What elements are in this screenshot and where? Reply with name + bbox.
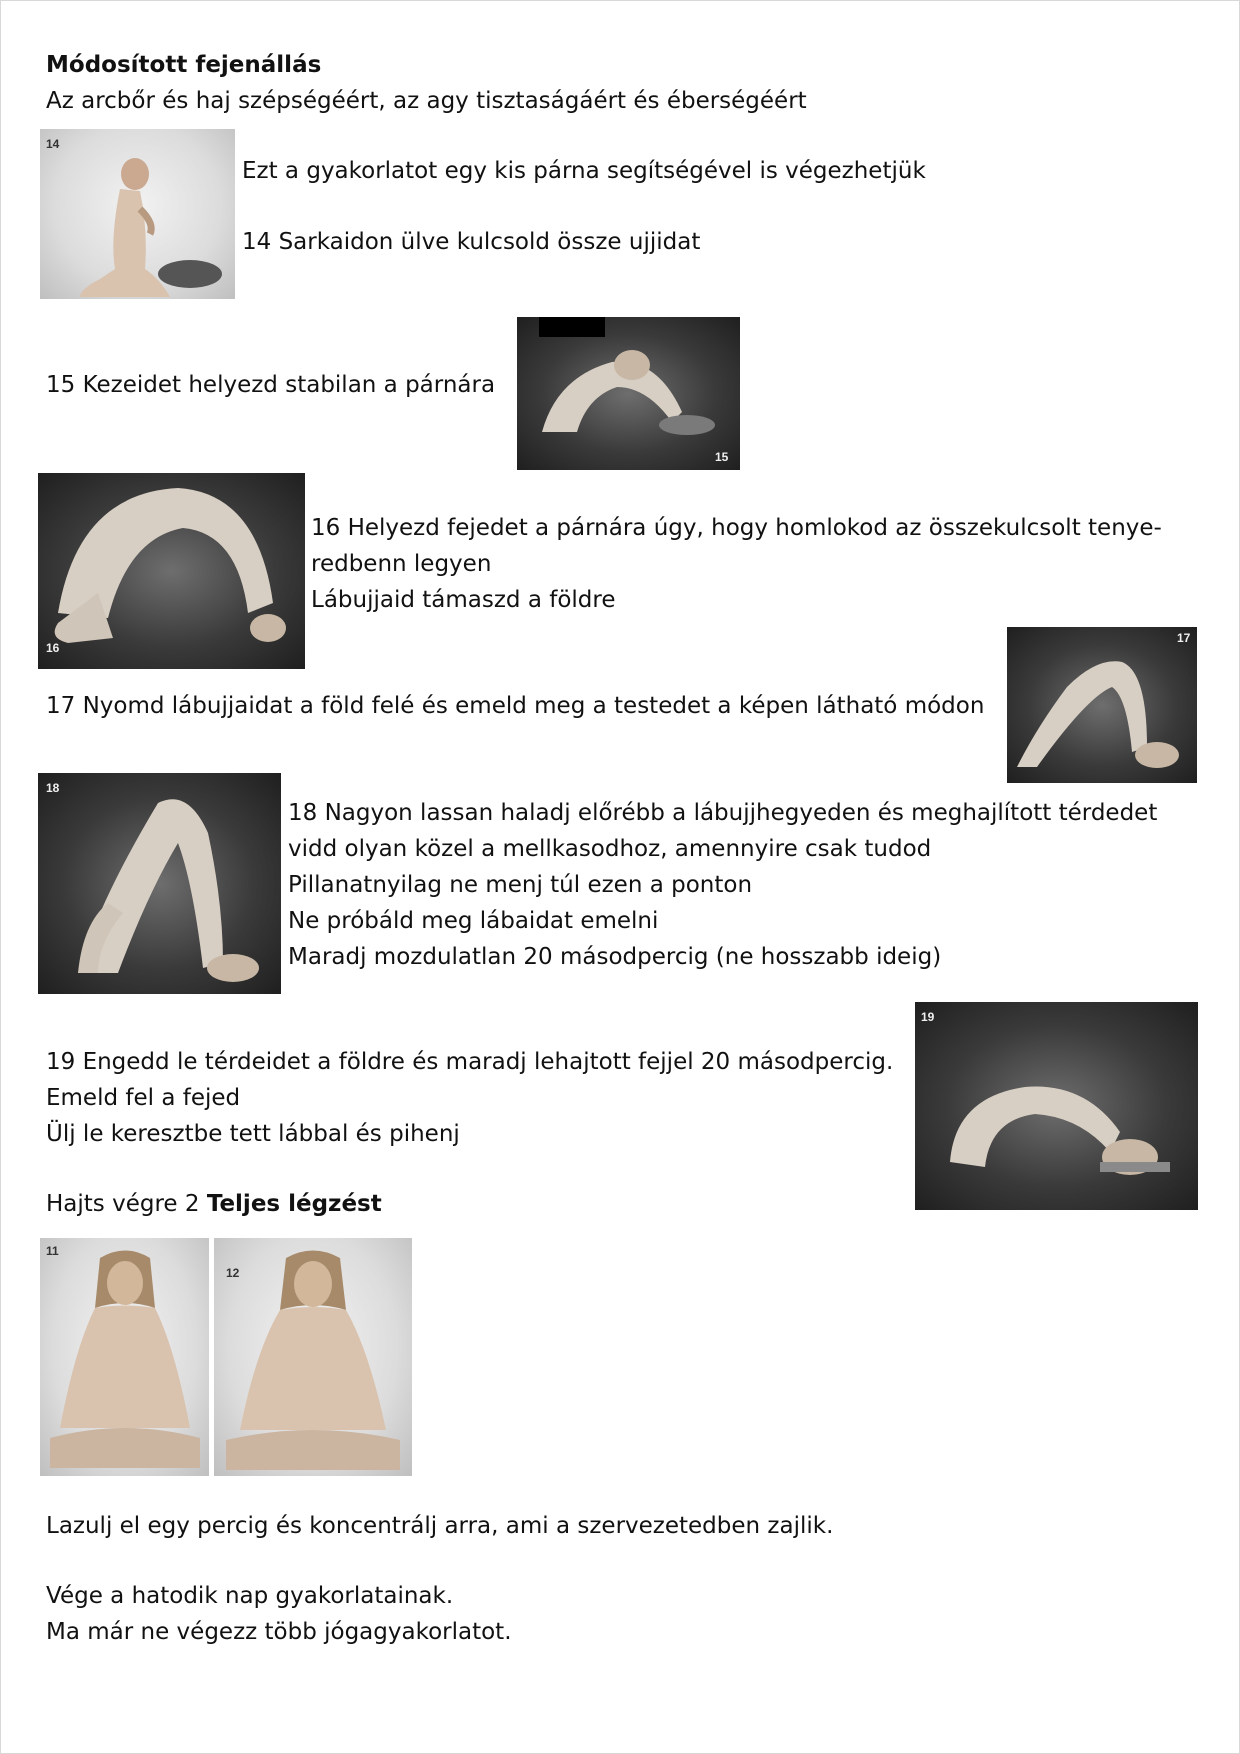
- step-16-line-1: 16 Helyezd fejedet a párnára úgy, hogy homlokod az összekulcsolt tenye-: [311, 515, 1162, 541]
- photo-step-15: [517, 317, 740, 470]
- photo-step-14: [40, 129, 235, 299]
- step-18-line-3: Pillanatnyilag ne menj túl ezen a ponton: [288, 872, 753, 898]
- step-14-text: 14 Sarkaidon ülve kulcsold össze ujjidat: [242, 229, 701, 255]
- step-18-line-2: vidd olyan közel a mellkasodhoz, amennyire csak tudod: [288, 836, 932, 862]
- photo-breathing-11: [40, 1238, 209, 1476]
- photo-number: 15: [715, 450, 729, 464]
- page-subtitle: Az arcbőr és haj szépségéért, az agy tisztaságáért és éberségéért: [46, 88, 807, 114]
- breathing-instruction: [46, 1186, 382, 1222]
- step-19-line-3: Ülj le keresztbe tett lábbal és pihenj: [46, 1121, 460, 1147]
- step-18-line-5: Maradj mozdulatlan 20 másodpercig (ne hosszabb ideig): [288, 944, 942, 970]
- photo-number: 18: [46, 781, 60, 795]
- step-14-note: Ezt a gyakorlatot egy kis párna segítségével is végezhetjük: [242, 158, 926, 184]
- photo-step-16: [38, 473, 305, 669]
- photo-number: 12: [226, 1266, 240, 1280]
- photo-breathing-12: [214, 1238, 412, 1476]
- photo-number: 16: [46, 641, 60, 655]
- end-line-1: Vége a hatodik nap gyakorlatainak.: [46, 1583, 454, 1609]
- photo-number: 19: [921, 1010, 935, 1024]
- photo-step-18: [38, 773, 281, 994]
- step-19-line-1: 19 Engedd le térdeidet a földre és maradj lehajtott fejjel 20 másodpercig.: [46, 1049, 894, 1075]
- relax-text: Lazulj el egy percig és koncentrálj arra, ami a szervezetedben zajlik.: [46, 1513, 834, 1539]
- breathing-prefix: Hajts végre 2: [46, 1191, 207, 1217]
- step-17-text: 17 Nyomd lábujjaidat a föld felé és emeld meg a testedet a képen látható módon: [46, 693, 985, 719]
- photo-number: 17: [1177, 631, 1191, 645]
- photo-step-17: [1007, 627, 1197, 783]
- page-title: Módosított fejenállás: [46, 52, 322, 78]
- photo-number: 11: [46, 1244, 59, 1258]
- breathing-exercise-name: Teljes légzést: [206, 1191, 382, 1217]
- step-15-text: 15 Kezeidet helyezd stabilan a párnára: [46, 372, 496, 398]
- step-18-line-1: 18 Nagyon lassan haladj előrébb a lábujjhegyeden és meghajlított térdedet: [288, 800, 1158, 826]
- end-line-2: Ma már ne végezz több jógagyakorlatot.: [46, 1619, 512, 1645]
- step-19-line-2: Emeld fel a fejed: [46, 1085, 241, 1111]
- step-16-line-2: redbenn legyen: [311, 551, 492, 577]
- photo-step-19: [915, 1002, 1198, 1210]
- photo-number: 14: [46, 137, 60, 151]
- step-16-line-3: Lábujjaid támaszd a földre: [311, 587, 616, 613]
- step-18-line-4: Ne próbáld meg lábaidat emelni: [288, 908, 659, 934]
